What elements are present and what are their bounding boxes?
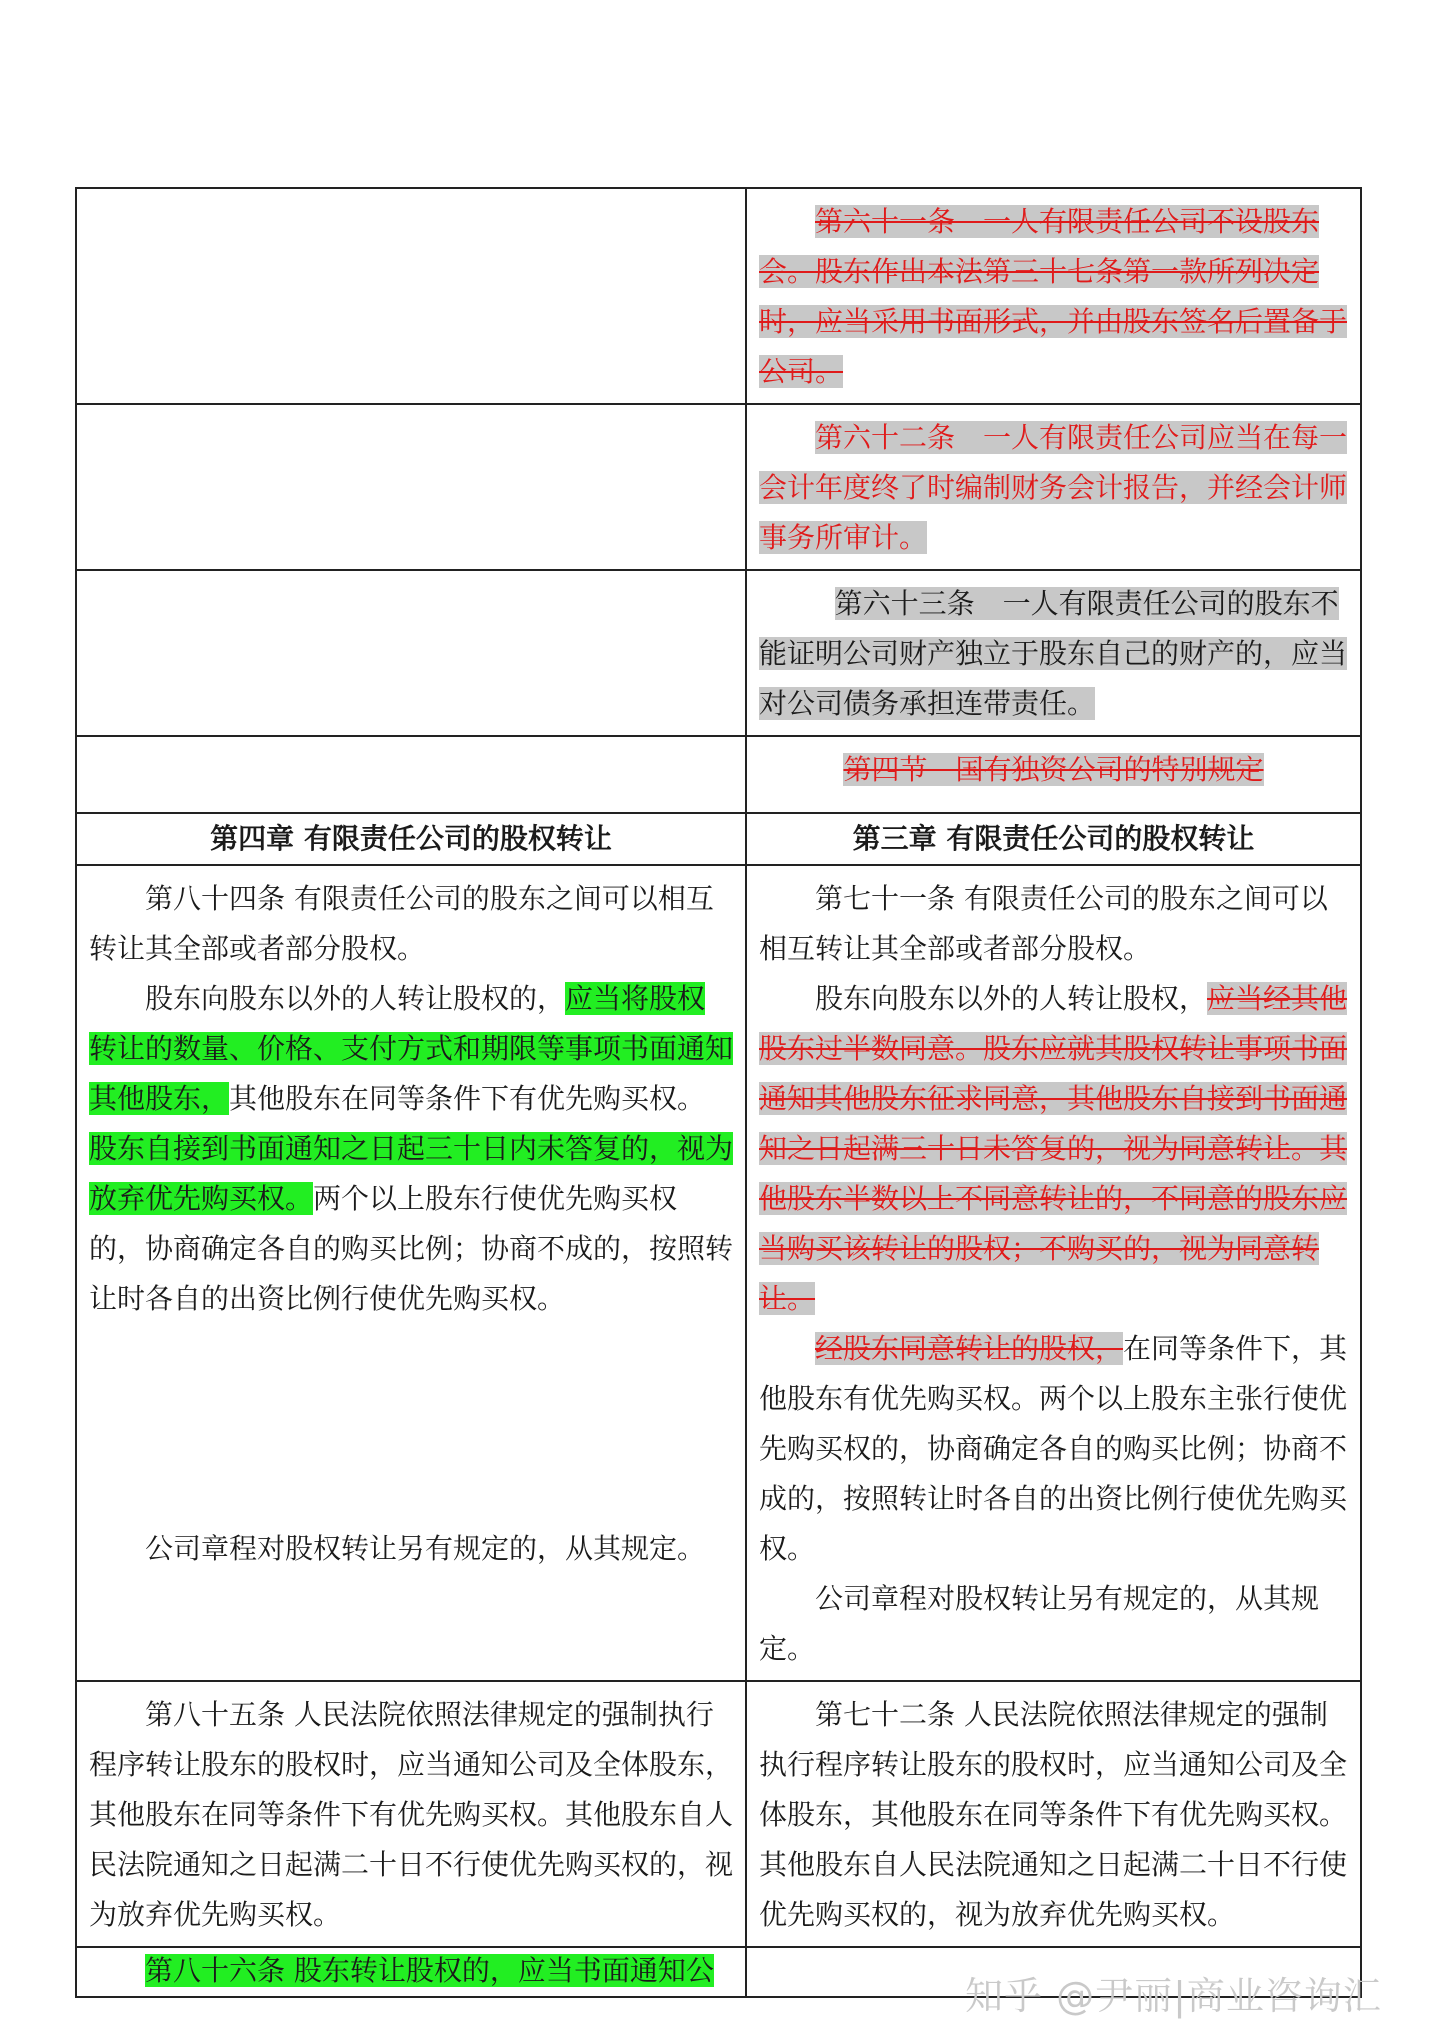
deleted-text: 第六十一条 一人有限责任公司不设股东会。股东作出本法第三十七条第一款所列决定时，应当采用书面形式，并由股东签名后置备于公司。 — [759, 205, 1348, 388]
paragraph: 第八十四条 有限责任公司的股东之间可以相互转让其全部或者部分股权。 — [89, 882, 714, 965]
right-cell-article-62 — [746, 404, 1361, 570]
text-run: 股东向股东以外的人转让股权， — [815, 982, 1208, 1015]
removed-text: 第六十二条 一人有限责任公司应当在每一会计年度终了时编制财务会计报告，并经会计师事务所审计。 — [759, 421, 1348, 554]
paragraph: 第七十二条 人民法院依照法律规定的强制执行程序转让股东的股权时，应当通知公司及全体股东，其他股东在同等条件下有优先购买权。其他股东自人民法院通知之日起满二十日不行使优先购买权的，视为放弃优先购买权。 — [759, 1698, 1348, 1931]
table-row — [76, 865, 1361, 1681]
table-row — [76, 1681, 1361, 1947]
deleted-text: 应当经其他股东过半数同意。股东应就其股权转让事项书面通知其他股东征求同意，其他股东自接到书面通知之日起满三十日未答复的，视为同意转让。其他股东半数以上不同意转让的，不同意的股东应当购买该转让的股权；不购买的，视为同意转让。 — [759, 982, 1348, 1315]
left-cell-article-85 — [76, 1681, 746, 1947]
left-cell-empty — [76, 188, 746, 404]
left-chapter-heading: 第四章 有限责任公司的股权转让 — [76, 813, 746, 865]
table-row — [76, 736, 1361, 813]
paragraph: 第七十一条 有限责任公司的股东之间可以相互转让其全部或者部分股权。 — [759, 882, 1328, 965]
left-cell-article-84 — [76, 865, 746, 1681]
added-highlight: 股东自接到书面通知之日起三十日内未答复的，视为放弃优先购买权。 — [89, 1132, 734, 1215]
deleted-section-title: 第四节 国有独资公司的特别规定 — [843, 753, 1264, 786]
left-cell-article-86 — [76, 1947, 746, 1997]
table-row — [76, 404, 1361, 570]
comparison-table — [75, 187, 1362, 1998]
table-row — [76, 570, 1361, 736]
paragraph: 第八十五条 人民法院依照法律规定的强制执行程序转让股东的股权时，应当通知公司及全体股东，其他股东在同等条件下有优先购买权。其他股东自人民法院通知之日起满二十日不行使优先购买权的，视为放弃优先购买权。 — [89, 1698, 734, 1931]
paragraph — [89, 974, 733, 1324]
paragraph: 公司章程对股权转让另有规定的，从其规定。 — [759, 1582, 1320, 1665]
added-highlight: 应当将股权转让的数量、价格、支付方式和期限等事项书面通知其他股东， — [89, 982, 734, 1115]
table-row — [76, 813, 1361, 865]
paragraph: 公司章程对股权转让另有规定的，从其规定。 — [145, 1532, 706, 1565]
right-cell-article-61 — [746, 188, 1361, 404]
table-row — [76, 188, 1361, 404]
text-run: 在同等条件下，其他股东有优先购买权。两个以上股东主张行使优先购买权的，协商确定各自的购买比例；协商不成的，按照转让时各自的出资比例行使优先购买权。 — [759, 1332, 1348, 1565]
paragraph — [759, 974, 1348, 1324]
right-cell-article-71 — [746, 865, 1361, 1681]
text-run: 其他股东在同等条件下有优先购买权。 — [229, 1082, 706, 1115]
watermark: 知乎 @尹丽|商业咨询汇 — [965, 1974, 1382, 2018]
text-run: 两个以上股东行使优先购买权的，协商确定各自的购买比例；协商不成的，按照转让时各自的出资比例行使优先购买权。 — [89, 1182, 734, 1315]
right-cell-article-63 — [746, 570, 1361, 736]
left-cell-empty — [76, 736, 746, 813]
right-chapter-heading: 第三章 有限责任公司的股权转让 — [746, 813, 1361, 865]
left-cell-empty — [76, 570, 746, 736]
added-highlight: 第八十六条 股东转让股权的，应当书面通知公 — [145, 1954, 714, 1987]
right-cell-article-72 — [746, 1681, 1361, 1947]
right-cell-section-heading — [746, 736, 1361, 813]
text-run: 股东向股东以外的人转让股权的， — [145, 982, 566, 1015]
paragraph — [759, 1324, 1348, 1574]
deleted-text: 经股东同意转让的股权， — [815, 1332, 1124, 1365]
left-cell-empty — [76, 404, 746, 570]
removed-text: 第六十三条 一人有限责任公司的股东不能证明公司财产独立于股东自己的财产的，应当对公司债务承担连带责任。 — [759, 587, 1348, 720]
